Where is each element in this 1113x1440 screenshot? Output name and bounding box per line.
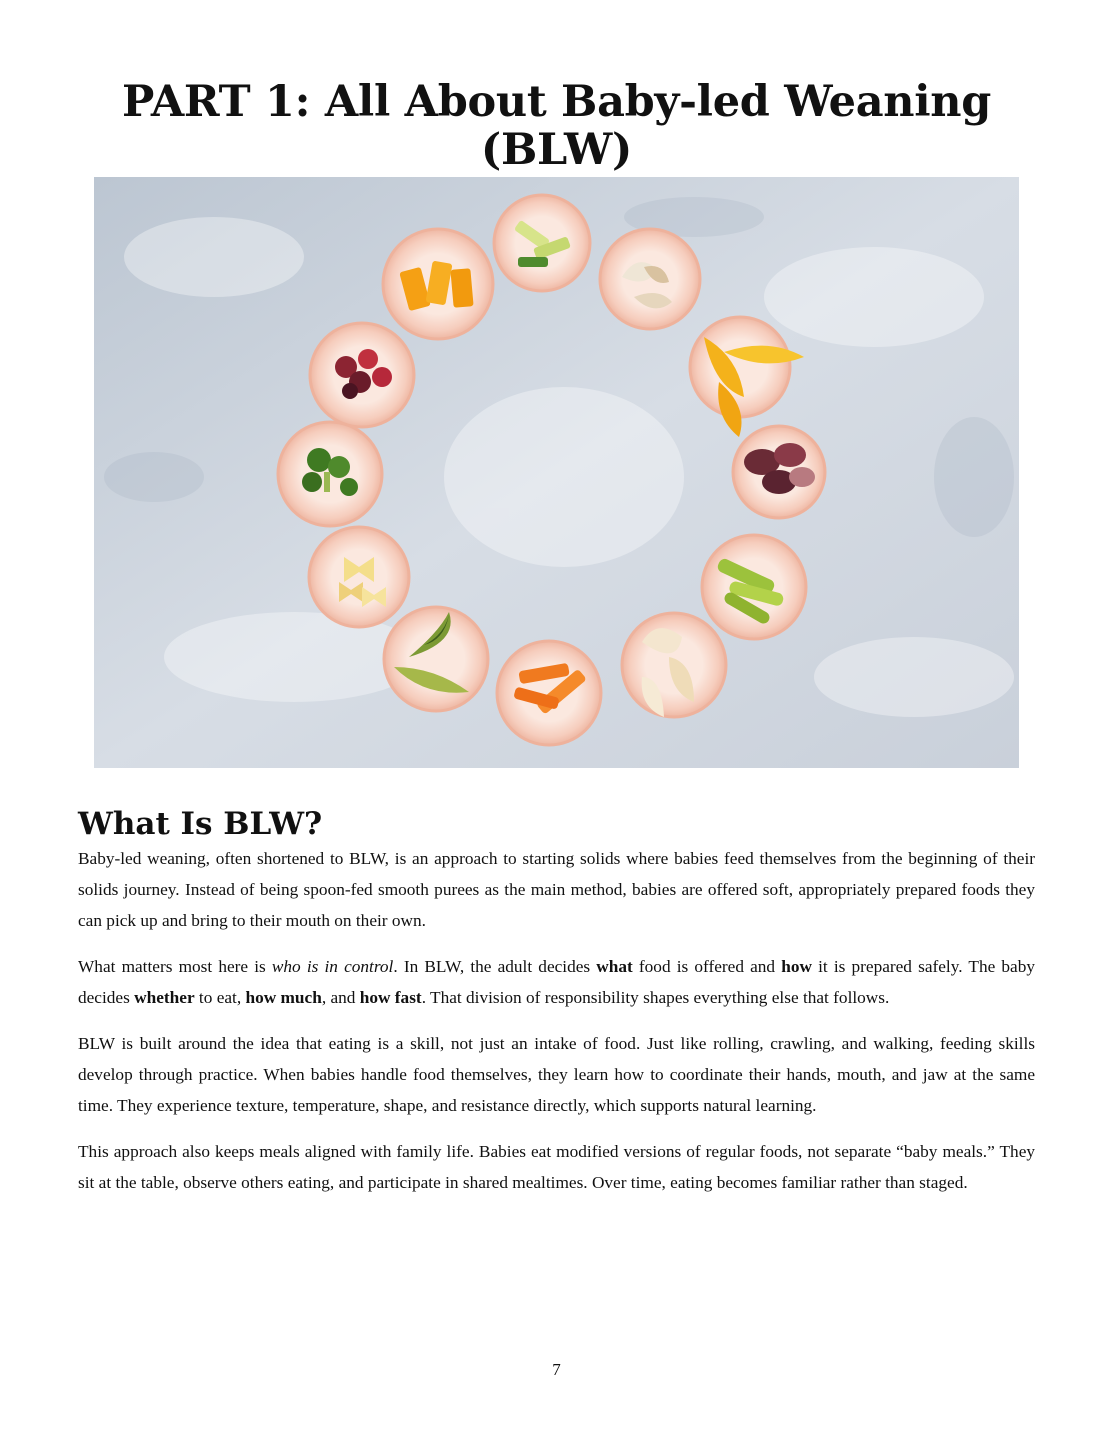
- paragraph-3: BLW is built around the idea that eating is a skill, not just an intake of food. Just like rolling, crawling, and walking, feeding skills develop through practice. When babies handle food themselves, they learn how to coordinate their hands, mouth, and jaw at the same time. They experience texture, temperature, shape, and resistance directly, which supports natural learning.: [78, 1034, 1035, 1115]
- bold-text: what: [596, 957, 633, 976]
- text-span: . In BLW, the adult decides: [393, 957, 597, 976]
- paragraph-4: This approach also keeps meals aligned with family life. Babies eat modified versions of regular foods, not separate “baby meals.” They sit at the table, observe others eating, and participate in shared mealtimes. Over time, eating becomes familiar rather than staged.: [78, 1142, 1035, 1192]
- cup-pasta: [309, 527, 409, 627]
- page-title-line-1: PART 1: All About Baby-led Weaning: [121, 77, 992, 127]
- bold-text: how fast: [359, 988, 422, 1007]
- page-title-line-2: (BLW): [480, 125, 633, 175]
- page-number: 7: [552, 1360, 561, 1379]
- bold-text: whether: [134, 988, 195, 1007]
- cup-avocado: [384, 607, 488, 711]
- cup-broccoli: [278, 422, 382, 526]
- body-text: [78, 843, 1035, 1213]
- cup-grapes: [733, 426, 825, 518]
- cup-carrot: [497, 641, 601, 745]
- cup-chicken: [600, 229, 700, 329]
- cup-kiwi: [702, 535, 806, 639]
- text-span: . That division of responsibility shapes everything else that follows.: [421, 988, 890, 1007]
- text-span: to eat,: [194, 988, 246, 1007]
- text-span: , and: [321, 988, 360, 1007]
- text-span: What matters most here is: [78, 957, 272, 976]
- cup-banana: [622, 613, 726, 717]
- bold-text: how much: [245, 988, 322, 1007]
- cup-sweet-potato: [383, 229, 493, 339]
- page-title: [0, 78, 1113, 174]
- bold-text: how: [781, 957, 812, 976]
- text-span: food is offered and: [632, 957, 782, 976]
- food-cups-photo: [94, 177, 1019, 768]
- paragraph-2: [78, 951, 1035, 1013]
- cup-berries: [310, 323, 414, 427]
- cup-zucchini: [494, 195, 590, 291]
- text-span: it is prepared safely. The baby decides: [78, 957, 1035, 1007]
- paragraph-1: Baby-led weaning, often shortened to BLW, is an approach to starting solids where babies feed themselves from the beginning of their solids journey. Instead of being spoon-fed smooth purees as the main method, babies are offered soft, appropriately prepared foods they can pick up and bring to their mouth on their own.: [78, 849, 1035, 930]
- section-heading: What Is BLW?: [78, 806, 323, 842]
- emphasis-text: who is in control: [271, 957, 394, 976]
